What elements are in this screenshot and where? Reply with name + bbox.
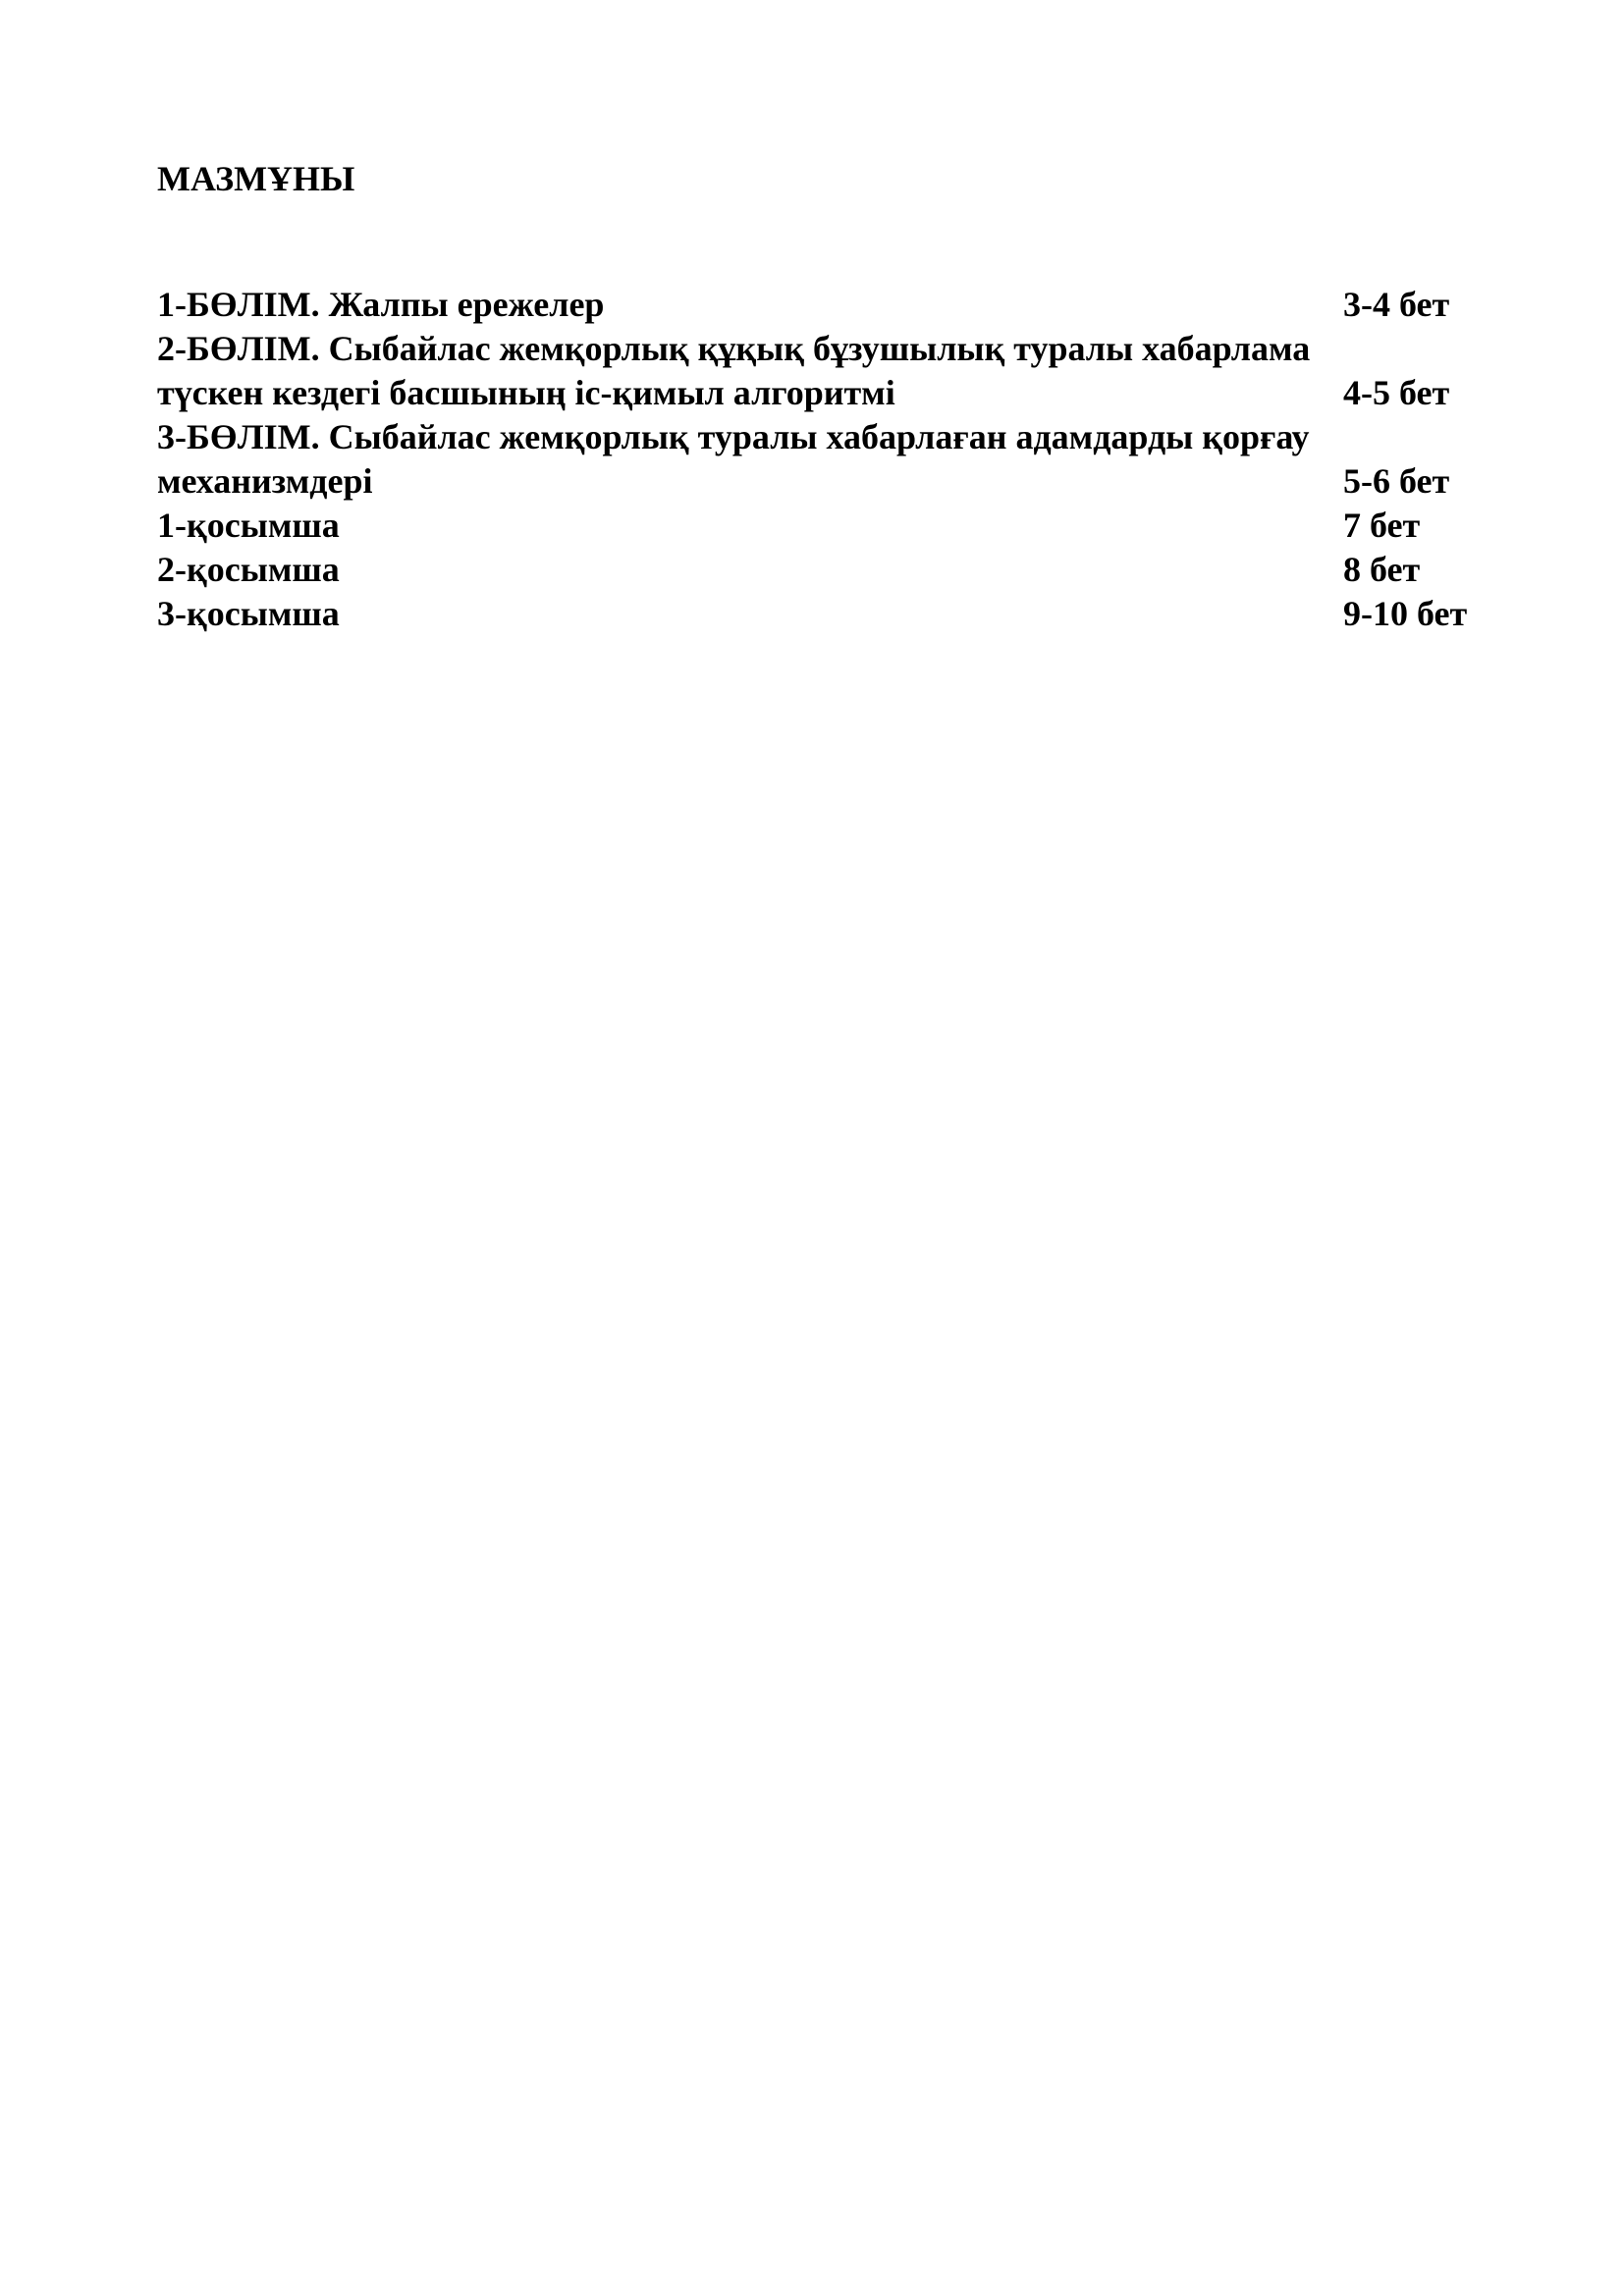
toc-entry-appendix-3	[157, 592, 1492, 636]
toc-entry-page: 4-5 бет	[1343, 373, 1450, 412]
toc-entry-title: 2-БӨЛІМ. Сыбайлас жемқорлық құқық бұзушылық туралы хабарлама	[157, 329, 1311, 368]
toc-entry-title: 1-БӨЛІМ. Жалпы ережелер	[157, 285, 605, 324]
toc-entry-title: механизмдері	[157, 461, 373, 501]
toc-entry-title: 3-қосымша	[157, 594, 340, 633]
toc-entry-section-3-line-2	[157, 459, 1492, 504]
toc-entry-section-1	[157, 283, 1492, 327]
toc-entry-page: 3-4 бет	[1343, 285, 1450, 324]
toc-title: МАЗМҰНЫ	[157, 159, 355, 198]
table-of-contents	[157, 283, 1492, 636]
toc-entry-section-2-line-1	[157, 327, 1492, 371]
toc-entry-page: 8 бет	[1343, 550, 1421, 589]
toc-entry-title: 1-қосымша	[157, 506, 340, 545]
toc-entry-page: 7 бет	[1343, 506, 1421, 545]
toc-entry-page: 9-10 бет	[1343, 594, 1468, 633]
toc-entry-page: 5-6 бет	[1343, 461, 1450, 501]
toc-entry-title: 3-БӨЛІМ. Сыбайлас жемқорлық туралы хабарлаған адамдарды қорғау	[157, 417, 1310, 456]
toc-entry-section-3-line-1	[157, 415, 1492, 459]
toc-entry-title: 2-қосымша	[157, 550, 340, 589]
toc-entry-title: түскен кездегі басшының іс-қимыл алгоритмі	[157, 373, 895, 412]
toc-entry-appendix-2	[157, 548, 1492, 592]
toc-entry-appendix-1	[157, 504, 1492, 548]
toc-entry-section-2-line-2	[157, 371, 1492, 415]
